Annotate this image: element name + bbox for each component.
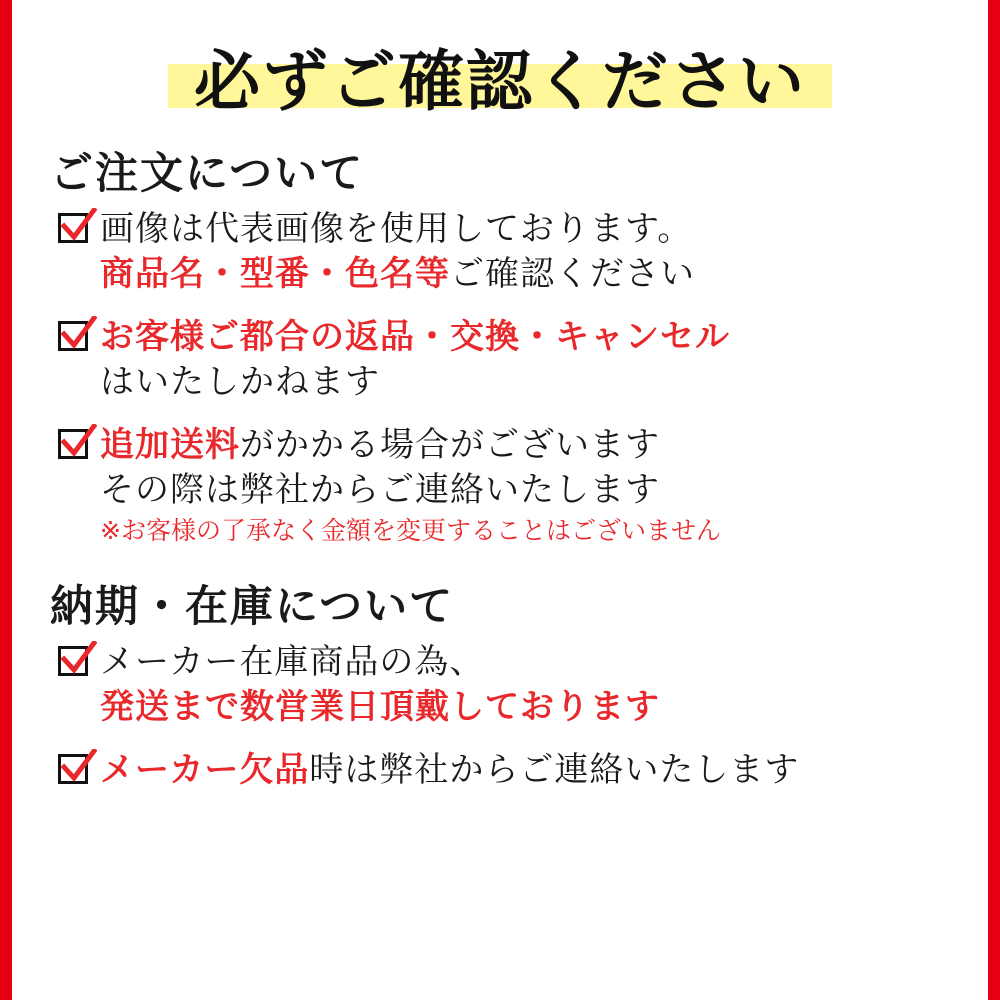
left-red-bar (0, 0, 12, 1000)
text-segment: 商品名・型番・色名等 (100, 254, 450, 294)
list-item-text (100, 315, 960, 405)
page-title-text: 必ずご確認ください (194, 43, 806, 120)
text-segment: その際は弊社からご連絡いたします (100, 470, 660, 510)
page-title (40, 34, 960, 130)
section-heading: ご注文について (50, 149, 365, 199)
text-line (100, 748, 960, 793)
text-segment: 画像は代表画像を使用しております。 (100, 209, 693, 249)
checkbox-checked-icon (58, 754, 92, 788)
text-line (100, 513, 960, 549)
text-segment: 時は弊社からご連絡いたします (309, 750, 800, 790)
text-segment: お客様ご都合の返品・交換・キャンセル (100, 317, 730, 357)
list-item (58, 207, 960, 297)
text-line (100, 252, 960, 297)
right-red-bar (988, 0, 1000, 1000)
text-segment: メーカー欠品 (100, 750, 310, 790)
list-item (58, 315, 960, 405)
text-segment: がかかる場合がございます (240, 425, 660, 465)
text-segment: はいたしかねます (100, 362, 380, 402)
section-heading: 納期・在庫について (50, 582, 455, 632)
text-segment: 追加送料 (100, 425, 240, 465)
text-line (100, 423, 960, 468)
text-line (100, 360, 960, 405)
list-item (58, 423, 960, 549)
notice-page (12, 0, 988, 1000)
text-segment: メーカー在庫商品の為、 (100, 642, 485, 682)
list-item-text (100, 640, 960, 730)
checkbox-checked-icon (58, 213, 92, 247)
text-segment: ご確認ください (450, 254, 695, 294)
checkbox-checked-icon (58, 646, 92, 680)
text-line (100, 640, 960, 685)
text-line (100, 685, 960, 730)
text-segment: ※お客様の了承なく金額を変更することはございません (100, 516, 721, 545)
text-line (100, 468, 960, 513)
list-item (58, 748, 960, 793)
text-segment: 発送まで数営業日頂戴しております (100, 687, 660, 727)
sections-container (40, 140, 960, 793)
checkbox-checked-icon (58, 429, 92, 463)
list-item-text (100, 207, 960, 297)
text-line (100, 207, 960, 252)
list-item (58, 640, 960, 730)
checkbox-checked-icon (58, 321, 92, 355)
list-item-text (100, 748, 960, 793)
text-line (100, 315, 960, 360)
list-item-text (100, 423, 960, 549)
